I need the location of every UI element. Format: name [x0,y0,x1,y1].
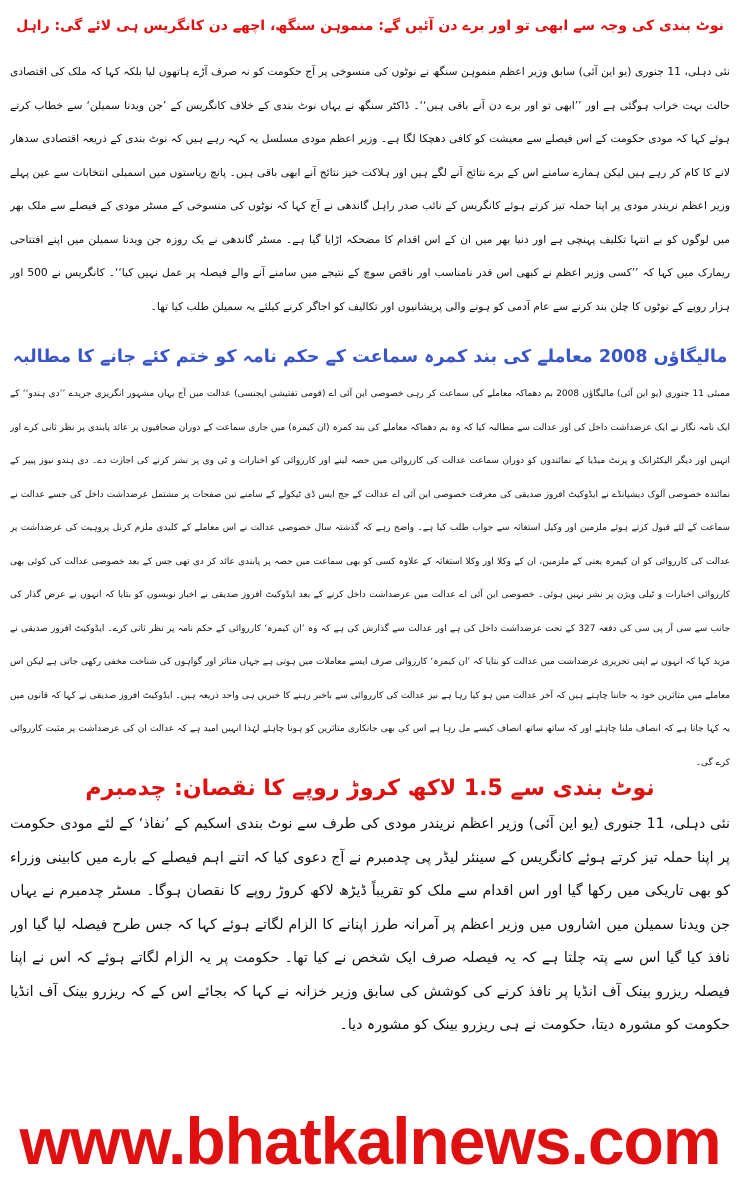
headline-malegaon-2008: مالیگاؤں 2008 معاملے کی بند کمرہ سماعت کے حکم نامہ کو ختم کئے جانے کا مطالبہ [12,347,728,367]
headline-notebandi-manmohan-rahul: نوٹ بندی کی وجہ سے ابھی تو اور برے دن آئیں گے: منموہن سنگھ، اچھے دن کانگریس ہی لائے گی: راہل [16,18,724,34]
article-body-notebandi: نئی دہلی، 11 جنوری (یو این آئی) سابق وزیر اعظم منموہن سنگھ نے نوٹوں کی منسوخی پر آج حکومت کو نہ صرف آڑے ہاتھوں لیا بلکہ کہا کہ ملک کی اقتصادی حالت بہت خراب ہوگئی ہے اور ’’ابھی تو اور برے دن آنے باقی ہیں‘‘۔ ڈاکٹر سنگھ نے یہاں نوٹ بندی کے خلاف کانگریس کے ’جن ویدنا سمیلن‘ سے خطاب کرتے ہوئے کہا کہ مودی حکومت کے اس فیصلے سے معیشت کو کافی دھچکا لگا ہے۔ وزیر اعظم مودی مسلسل یہ کہہ رہے ہیں کہ نوٹ بندی کے ذریعہ اقتصادی سدھار لانے کا کام کر رہے ہیں لیکن ہمارے سامنے اس کے برے نتائج آنے لگے ہیں اور ہلاکت خیز نتائج آنے ابھی باقی ہیں۔ پانچ ریاستوں میں اسمبلی انتخابات سے عین پہلے وزیر اعظم نریندر مودی پر اپنا حملہ تیز کرتے ہوئے کانگریس کے نائب صدر راہل گاندھی نے آج کہا کہ نوٹوں کی منسوخی کے مسٹر مودی کے فیصلے سے ملک بھر میں لوگوں کو بے انتہا تکلیف پہنچی ہے اور دنیا بھر میں ان کے اس اقدام کا مضحکہ اڑایا گیا ہے۔ مسٹر گاندھی نے یک روزہ جن ویدنا سمیلن میں اپنے افتتاحی ریمارک میں کہا کہ ’’کسی وزیر اعظم نے کبھی اس قدر نامناسب اور ناقص سوچ کے نتیجے میں سامنے آنے والے فیصلہ پر عمل نہیں کیا‘‘۔ کانگریس نے 500 اور ہزار روپے کے نوٹوں کا چلن بند کرنے سے عام آدمی کو ہونے والی پریشانیوں اور تکالیف کو اجاگر کرنے کیلئے یہ سمیلن طلب کیا تھا۔ [10,65,730,313]
headline-chidambaram-loss: نوٹ بندی سے 1.5 لاکھ کروڑ روپے کا نقصان: چدمبرم [85,776,655,801]
article-body-malegaon: ممبئی 11 جنوری (یو این آئی) مالیگاؤں 2008 بم دھماکہ معاملے کی سماعت کر رہی خصوصی این آئی اے (قومی تفتیشی ایجنسی) عدالت میں آج یہاں مشہور انگریزی جریدے ’’دی ہندو‘‘ کے ایک نامہ نگار نے ایک عرضداشت داخل کی اور عدالت سے مطالبہ کیا کہ وہ بم دھماکہ معاملے کی بند کمرہ (ان کیمرہ) میں جاری سماعت کے دوران صحافیوں پر عائد پابندی پر نظر ثانی کرے اور انہیں اور دیگر الیکٹرانک و پرنٹ میڈیا کے نمائندوں کو دوران سماعت عدالت کی کارروائی میں حصہ لینے اور کارروائی کو اخبارات و ٹی وی پر نشر کرنے کی اجازت دے۔ دی ہندو نیوز پیپر کے نمائندہ خصوصی آلوک دیشپانڈے نے ایڈوکیٹ افروز صدیقی کی معرفت خصوصی این آئی اے عدالت کے جج ایس ڈی ٹیکولے کے سامنے تین صفحات پر مشتمل عرضداشت داخل کی جسے عدالت نے سماعت کے لئے قبول کرتے ہوئے ملزمین اور وکیل استغاثہ سے جواب طلب کیا ہے۔ واضح رہے کہ گذشتہ سال خصوصی عدالت نے اس معاملے کے کلیدی ملزم کرنل پروہیت کی عرضداشت پر عدالت کی کارروائی کو ان کیمرہ یعنی کے ملزمین، ان کے وکلا اور وکلا استغاثہ کے علاوہ کسی کو بھی سماعت میں حصہ پر پابندی عائد کر دی تھی جس کے بعد خصوصی عدالت کی کوئی بھی کارروائی اخبارات و ٹیلی ویژن پر نشر نہیں ہوئی۔ خصوصی این آئی اے عدالت میں عرضداشت داخل کرنے کے بعد ایڈوکیٹ افروز صدیقی نے اخبار نویسوں کو بتایا کہ انہوں نے عرض گذار کی جانب سے سی آر پی سی کی دفعہ 327 کے تحت عرضداشت داخل کی ہے اور عدالت سے گذارش کی ہے کہ وہ ’ان کیمرہ‘ کارروائی کے حکم نامہ پر نظر ثانی کرے۔ ایڈوکیٹ افروز صدیقی نے مزید کہا کہ انہوں نے اپنی تحریری عرضداشت میں عدالت کو بتایا کہ ’ان کیمرہ‘ کارروائی صرف ایسے معاملات میں ہوتی ہے جہاں متاثر اور گواہوں کی شناخت مخفی رکھی جاتی ہے لیکن اس معاملے میں متاثرین خود یہ جاننا چاہتے ہیں کہ آخر عدالت میں ہو کیا رہا ہے نیز عدالت کی کارروائی سے باخبر رہنے کا خبریں ہی واحد ذریعہ ہیں۔ ایڈوکیٹ افروز صدیقی نے کہا کہ قانون میں یہ کہا جاتا ہے کہ انصاف ملنا چاہئے اور کہ ساتھ ساتھ انصاف کیسے مل رہا ہے اس کی بھی جانکاری متاثرین کو ہونا چاہئے لہٰذا انہیں امید ہے کہ عدالت ان کی عرضداشت پر مثبت کارروائی کرے گی۔ [10,389,730,768]
article-body-chidambaram: نئی دہلی، 11 جنوری (یو این آئی) وزیر اعظم نریندر مودی کی طرف سے نوٹ بندی اسکیم کے ’نفاذ‘ کے لئے مودی حکومت پر اپنا حملہ تیز کرتے ہوئے کانگریس کے سینئر لیڈر پی چدمبرم نے آج دعوی کیا کہ اتنے اہم فیصلے کے بارے میں کابینی وزراء کو بھی تاریکی میں رکھا گیا اور اس اقدام سے ملک کو تقریباً ڈیڑھ لاکھ کروڑ روپے کا نقصان ہوگا۔ مسٹر چدمبرم نے یہاں جن ویدنا سمیلن میں اشاروں میں وزیر اعظم پر آمرانہ طرز اپنانے کا الزام لگاتے ہوئے کہا کہ جس طرح فیصلہ لیا گیا اور نافذ کیا گیا اس سے پتہ چلتا ہے کہ یہ فیصلہ صرف ایک شخص نے کیا تھا۔ حکومت پر یہ الزام لگاتے ہوئے کہ اس نے اپنا فیصلہ ریزرو بینک آف انڈیا پر نافذ کرنے کی کوشش کی سابق وزیر خزانہ نے کہا کہ بجائے اس کے کہ ریزرو بینک آف انڈیا حکومت کو مشورہ دیتا، حکومت نے ہی ریزرو بینک کو مشورہ دیا۔ [10,816,730,1033]
website-watermark: www.bhatkalnews.com [19,1104,721,1178]
